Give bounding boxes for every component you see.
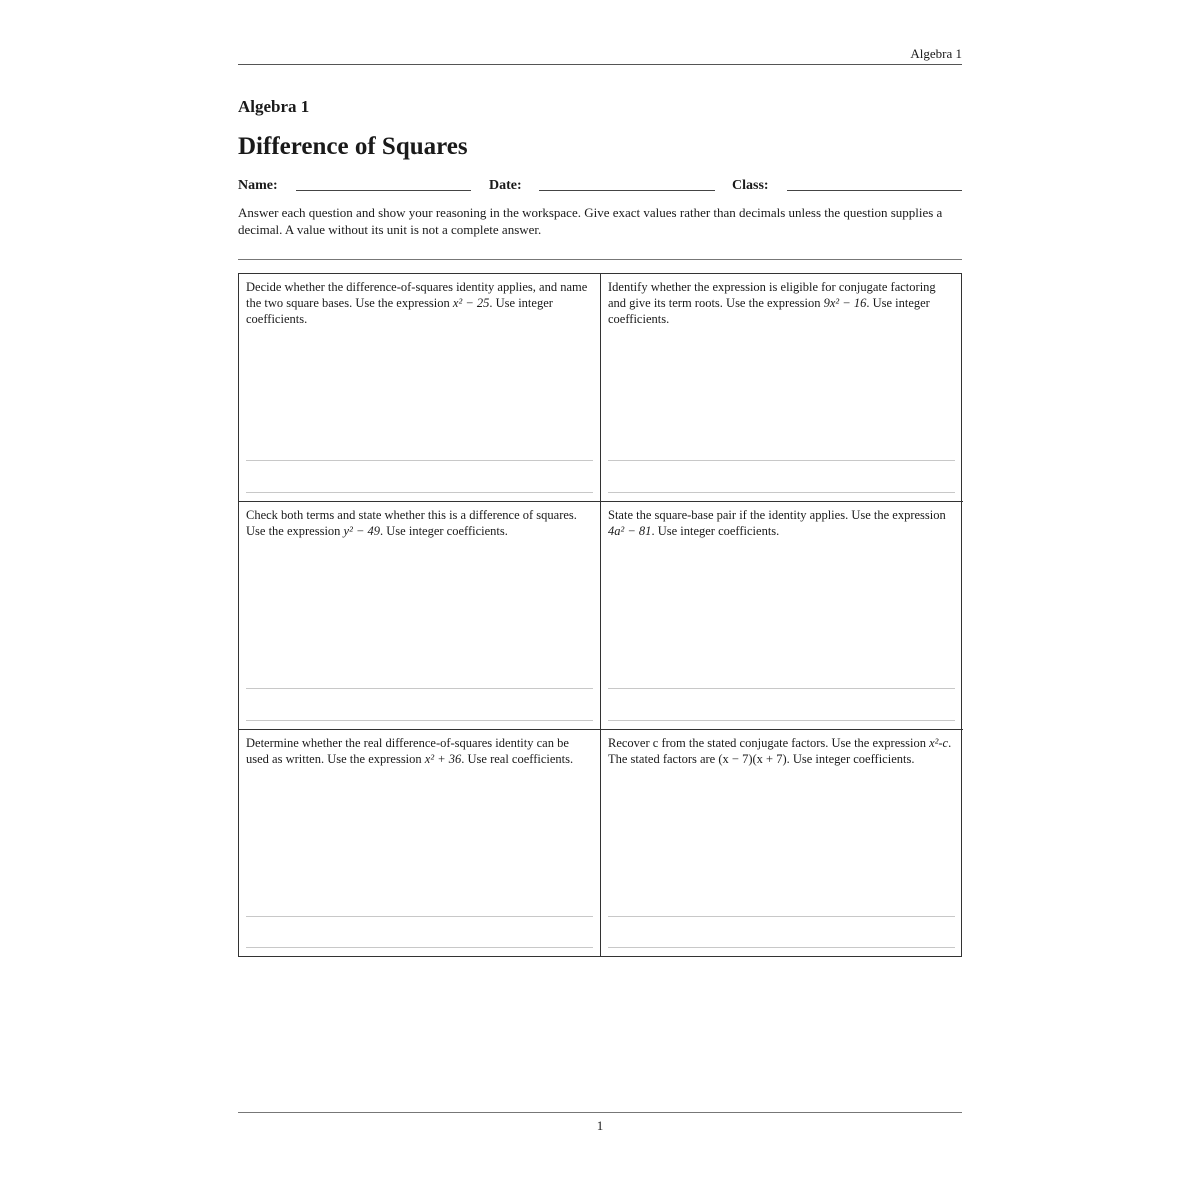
question-prompt: Check both terms and state whether this is a difference of squares. Use the expression y² − 49. Use integer coefficients. <box>246 508 577 538</box>
date-label: Date: <box>489 178 522 193</box>
question-expression: y² − 49 <box>343 524 381 538</box>
answer-line[interactable] <box>246 688 593 689</box>
answer-line[interactable] <box>246 947 593 948</box>
question-prompt: State the square-base pair if the identity applies. Use the expression 4a² − 81. Use integer coefficients. <box>608 508 946 538</box>
question-cell <box>601 730 963 956</box>
answer-line[interactable] <box>246 720 593 721</box>
question-prompt: Recover c from the stated conjugate factors. Use the expression x²-c. The stated factors are (x − 7)(x + 7). Use integer coefficients. <box>608 736 952 766</box>
date-field[interactable] <box>539 190 715 191</box>
question-prompt: Decide whether the difference-of-squares identity applies, and name the two square bases. Use the expression x² − 25. Use integer coefficients. <box>246 280 588 326</box>
answer-line[interactable] <box>608 916 955 917</box>
question-cell <box>239 274 601 502</box>
answer-line[interactable] <box>246 460 593 461</box>
answer-line[interactable] <box>608 720 955 721</box>
question-prompt: Identify whether the expression is eligible for conjugate factoring and give its term roots. Use the expression 9x² − 16. Use integer coefficients. <box>608 280 936 326</box>
answer-line[interactable] <box>246 492 593 493</box>
question-prompt: Determine whether the real difference-of-squares identity can be used as written. Use the expression x² + 36. Use real coefficients. <box>246 736 574 766</box>
answer-line[interactable] <box>608 460 955 461</box>
question-expression: x² − 25 <box>452 296 490 310</box>
instructions: Answer each question and show your reasoning in the workspace. Give exact values rather than decimals unless the question supplies a decimal. A value without its unit is not a complete answer. <box>238 205 943 237</box>
question-expression: 9x² − 16 <box>823 296 867 310</box>
question-cell <box>601 502 963 730</box>
question-cell <box>239 730 601 956</box>
question-cell <box>239 502 601 730</box>
question-cell <box>601 274 963 502</box>
answer-line[interactable] <box>246 916 593 917</box>
answer-line[interactable] <box>608 947 955 948</box>
question-expression: 4a² − 81 <box>608 524 652 538</box>
page-title: Difference of Squares <box>238 133 468 160</box>
name-field[interactable] <box>296 190 471 191</box>
question-grid <box>238 273 962 957</box>
answer-line[interactable] <box>608 688 955 689</box>
page-number: 1 <box>596 1118 604 1133</box>
answer-line[interactable] <box>608 492 955 493</box>
class-field[interactable] <box>787 190 962 191</box>
student-info-row <box>238 176 962 196</box>
footer-divider <box>238 1112 962 1113</box>
name-label: Name: <box>238 178 278 193</box>
running-head: Algebra 1 <box>238 44 962 65</box>
question-expression: x²-c <box>929 736 949 750</box>
course-name: Algebra 1 <box>238 97 310 116</box>
section-divider <box>238 259 962 260</box>
question-expression: x² + 36 <box>424 752 462 766</box>
class-label: Class: <box>732 178 769 193</box>
